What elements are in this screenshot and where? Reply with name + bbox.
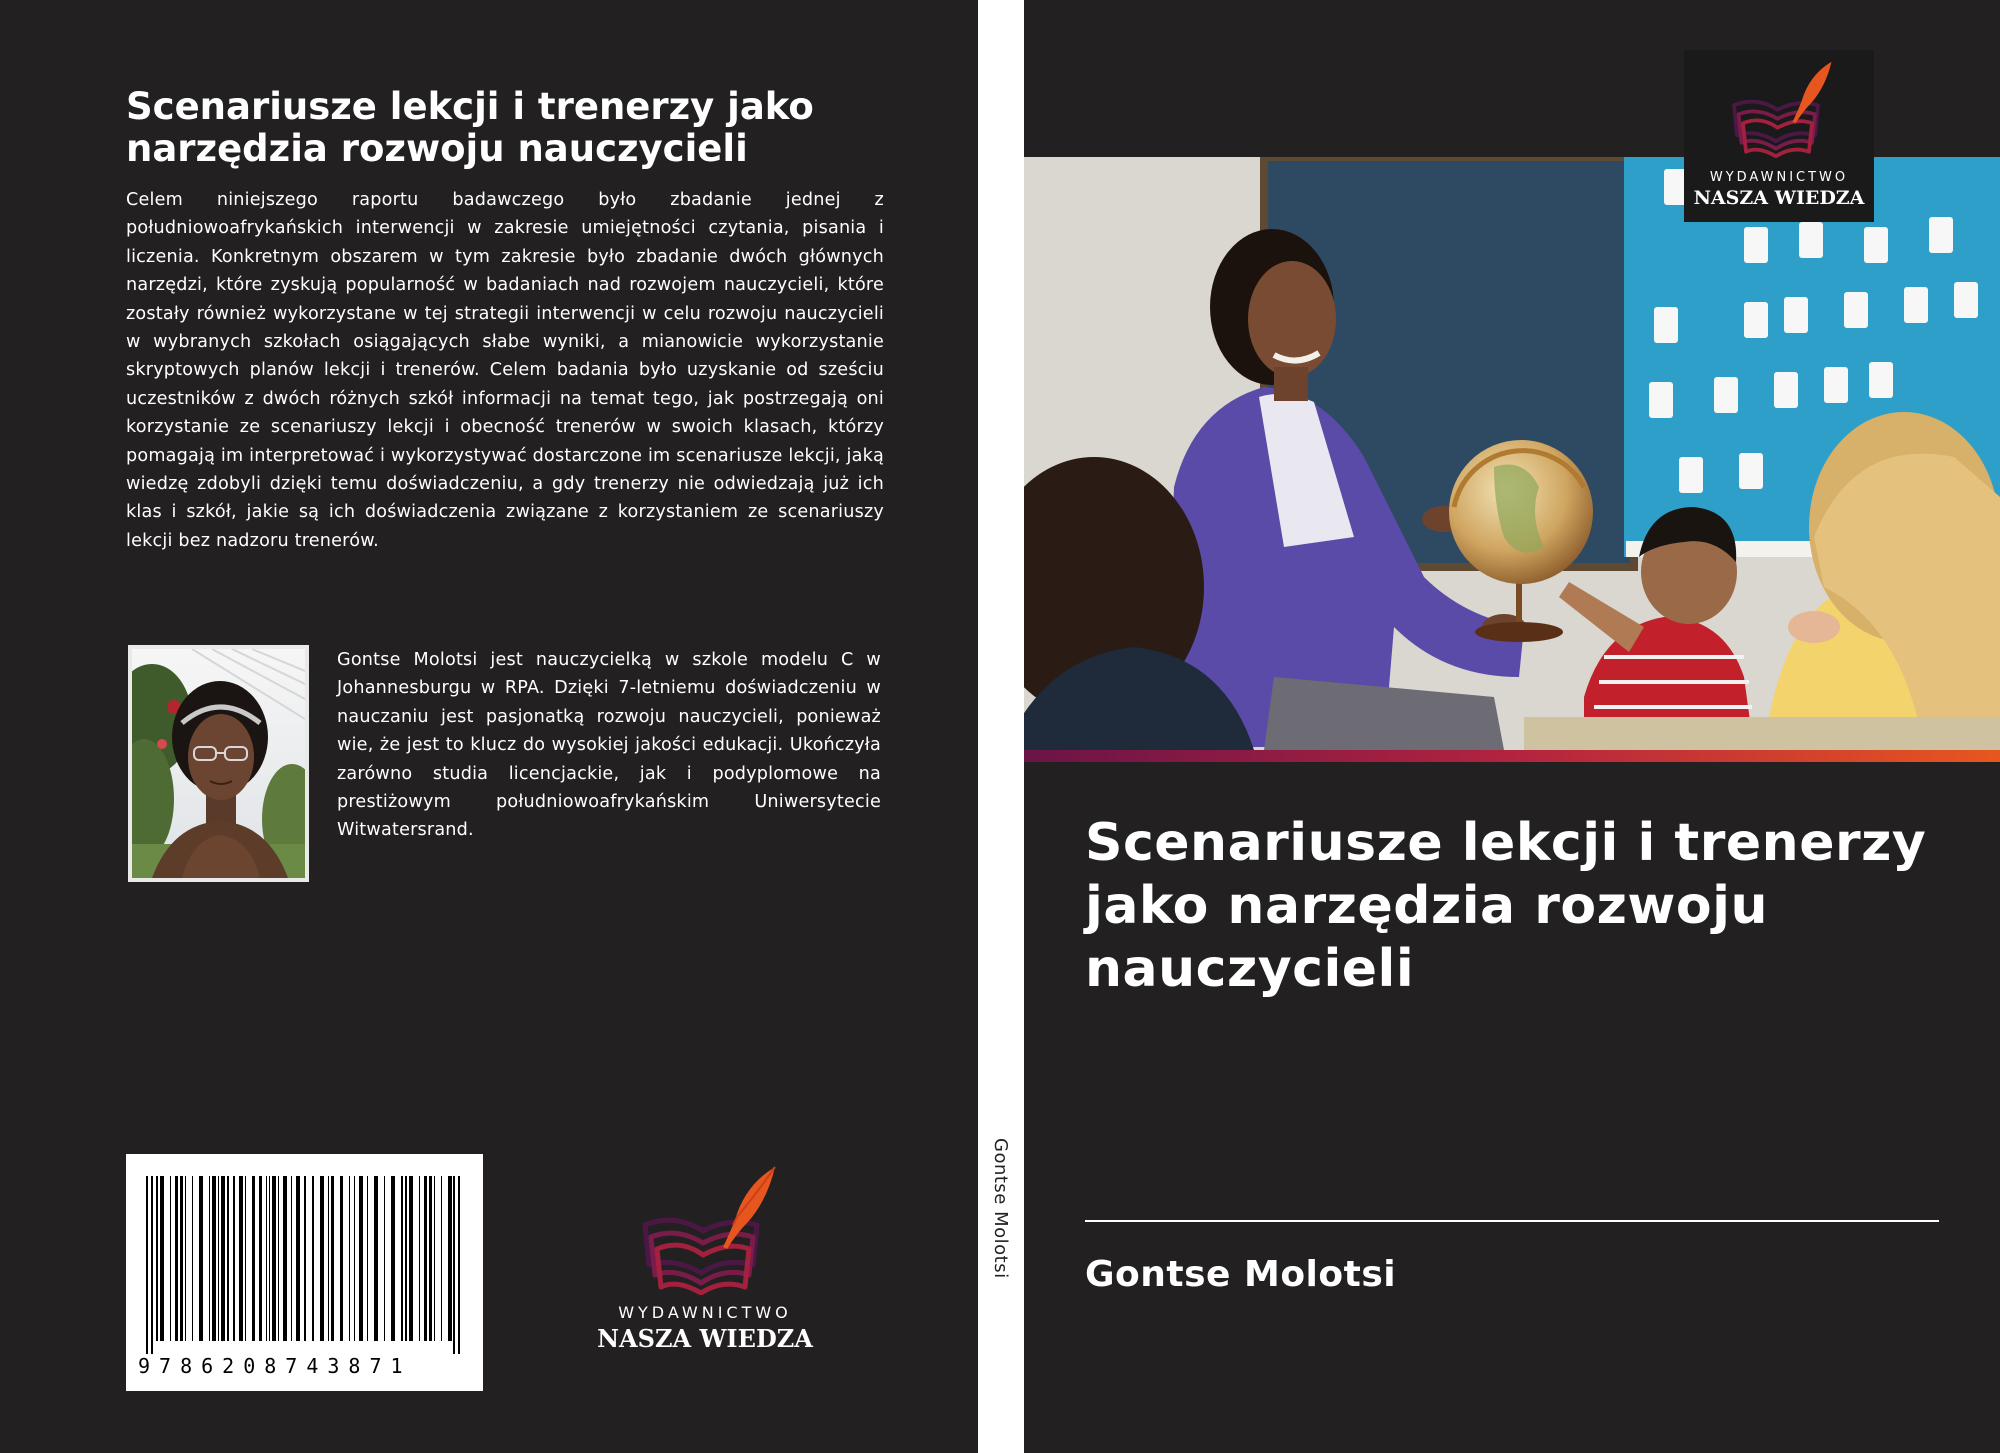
barcode-bar (239, 1176, 243, 1341)
barcode-bar (424, 1176, 427, 1341)
barcode-bar (245, 1176, 246, 1341)
barcode-bar (233, 1176, 235, 1341)
barcode-bar (359, 1176, 363, 1341)
barcode-bar (328, 1176, 329, 1341)
barcode-bar (391, 1176, 395, 1341)
barcode-bar (259, 1176, 262, 1341)
back-cover (0, 0, 978, 1453)
barcode-bar (441, 1176, 442, 1341)
front-cover-author: Gontse Molotsi (1085, 1254, 1397, 1295)
barcode-bar (458, 1176, 460, 1354)
barcode-bar (453, 1176, 455, 1354)
barcode-bar (209, 1176, 210, 1341)
barcode-bar (146, 1176, 148, 1354)
barcode-bar (448, 1176, 452, 1341)
author-photo (128, 645, 309, 882)
back-cover-title: Scenariusze lekcji i trenerzy jako narzędzia rozwoju nauczycieli (126, 85, 814, 170)
author-bio: Gontse Molotsi jest nauczycielką w szkole modelu C w Johannesburgu w RPA. Dzięki 7-letniemu doświadczeniu w nauczaniu jest pasjonatką rozwoju nauczycieli, ponieważ wie, że jest to klucz do wysokiej jakości edukacji. Ukończyła zarówno studia licencjackie, jak i podyplomowe na prestiżowym południowoafrykańskim Uniwersytecie Witwatersrand. (337, 650, 881, 841)
barcode-bar (218, 1176, 219, 1341)
barcode-bar (185, 1176, 186, 1341)
publisher-line1: WYDAWNICTWO (618, 1303, 792, 1322)
classroom-photo (1024, 157, 2000, 750)
barcode-bar (212, 1176, 216, 1341)
barcode-bar (374, 1176, 378, 1341)
barcode-bars (126, 1154, 483, 1354)
barcode-bar (367, 1176, 368, 1341)
barcode-bar (175, 1176, 178, 1341)
back-cover-blurb: Celem niniejszego raportu badawczego było zbadanie jednej z południowoafrykańskich interwencji w zakresie umiejętności czytania, pisania i liczenia. Konkretnym obszarem w tym zakresie było zbadanie dwóch głównych narzędzi, które zyskują popularność w badaniach nad rozwojem nauczycieli, które zostały również wykorzystane w tej strategii interwencji w celu rozwoju nauczycieli w wybranych szkołach osiągających słabe wyniki, a mianowicie wykorzystanie skryptowych planów lekcji i trenerów. Celem badania było uzyskanie od sześciu uczestników z dwóch różnych szkół informacji na temat tego, jak postrzegają oni korzystanie ze scenariuszy lekcji i obecność trenerów w swoich klasach, którzy pomagają im interpretować i wykorzystywać dostarczone im scenariusze lekcji, jaką wiedzę zdobyli dzięki temu doświadczeniu, a gdy trenerzy nie odwiedzają już ich klas i szkół, jakie są ich doświadczenia związane z korzystaniem ze scenariuszy lekcji bez nadzoru trenerów. (126, 190, 884, 551)
barcode-bar (170, 1176, 171, 1341)
barcode-bar (269, 1176, 270, 1341)
book-quill-icon (1719, 54, 1839, 164)
isbn-barcode (126, 1154, 483, 1391)
barcode-bar (384, 1176, 385, 1341)
barcode-bar (156, 1176, 158, 1341)
barcode-bar (278, 1176, 279, 1341)
spine-author: Gontse Molotsi (990, 1138, 1011, 1279)
barcode-bar (266, 1176, 267, 1341)
author-portrait-image (132, 649, 305, 878)
barcode-bar (272, 1176, 276, 1341)
barcode-bar (401, 1176, 403, 1341)
back-publisher-logo (580, 1165, 830, 1355)
barcode-bar (192, 1176, 193, 1341)
barcode-bar (252, 1176, 255, 1341)
title-divider (1085, 1220, 1939, 1222)
publisher-line2: NASZA WIEDZA (597, 1324, 813, 1353)
book-quill-icon (625, 1165, 785, 1295)
barcode-bar (349, 1176, 350, 1341)
isbn-number: 9786208743871 (138, 1354, 412, 1378)
barcode-bar (419, 1176, 420, 1341)
front-cover (1024, 0, 2000, 1453)
barcode-bar (354, 1176, 355, 1341)
barcode-bar (429, 1176, 432, 1341)
barcode-bar (199, 1176, 203, 1341)
barcode-bar (340, 1176, 343, 1341)
publisher-line1: WYDAWNICTWO (1709, 170, 1849, 185)
barcode-bar (151, 1176, 153, 1354)
barcode-bar (291, 1176, 292, 1341)
barcode-bar (434, 1176, 435, 1341)
barcode-bar (320, 1176, 324, 1341)
classroom-scene-image (1024, 157, 2000, 750)
front-publisher-logo (1684, 50, 1874, 222)
barcode-bar (405, 1176, 407, 1341)
barcode-bar (283, 1176, 287, 1341)
front-cover-title: Scenariusze lekcji i trenerzy jako narzędzia rozwoju nauczycieli (1085, 813, 1927, 999)
barcode-bar (160, 1176, 164, 1341)
barcode-bar (304, 1176, 306, 1341)
barcode-bar (312, 1176, 314, 1341)
publisher-line2: NASZA WIEDZA (1693, 187, 1865, 209)
barcode-bar (409, 1176, 413, 1341)
accent-stripe (1024, 750, 2000, 762)
barcode-bar (296, 1176, 300, 1341)
barcode-bar (331, 1176, 334, 1341)
barcode-bar (227, 1176, 229, 1341)
barcode-bar (221, 1176, 225, 1341)
barcode-bar (180, 1176, 183, 1341)
